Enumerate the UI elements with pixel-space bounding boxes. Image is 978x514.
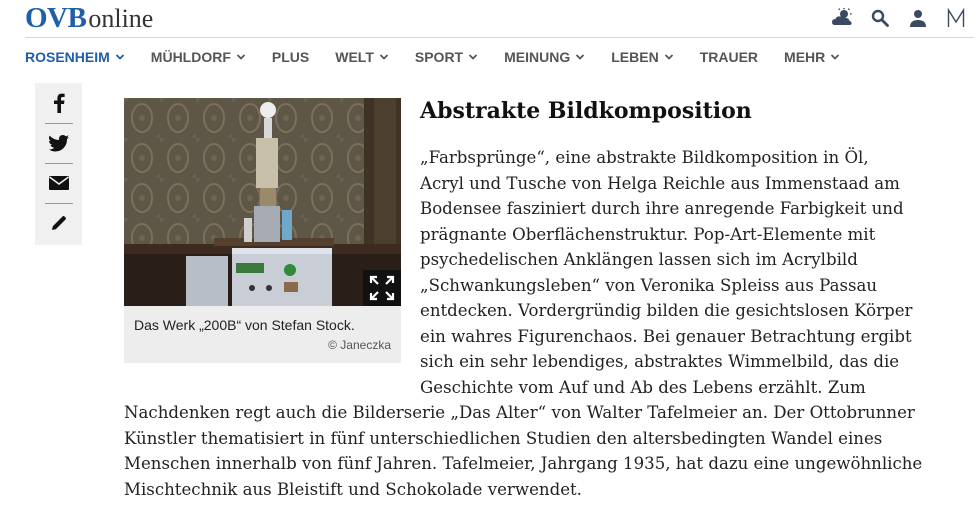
expand-image-button[interactable]	[363, 270, 401, 306]
nav-item-leben[interactable]	[611, 46, 673, 68]
share-twitter-button[interactable]	[35, 123, 82, 163]
article-line: ein wahres Figurenchaos. Bei genauer Betrachtung ergibt	[420, 327, 912, 346]
article-line: „Schwankungsleben“ von Veronika Spleiss aus Passau	[420, 276, 878, 295]
nav-item-trauer[interactable]	[700, 46, 758, 68]
nav-label: MÜHLDORF	[150, 49, 231, 65]
article-line: Künstler thematisiert in fünf unterschiedlichen Studien den altersbedingten Wandel eines	[124, 429, 883, 448]
nav-item-plus[interactable]	[272, 46, 309, 68]
chevron-down-icon	[236, 52, 246, 62]
article-line: prägnante Oberflächenstruktur. Pop-Art-Elemente mit	[420, 225, 876, 244]
artwork-photo	[124, 98, 401, 306]
nav-item-welt[interactable]	[335, 46, 389, 68]
chevron-down-icon	[468, 52, 478, 62]
user-icon[interactable]	[906, 6, 930, 30]
chevron-down-icon	[664, 52, 674, 62]
share-mail-button[interactable]	[35, 163, 82, 203]
merkur-icon[interactable]	[944, 6, 968, 30]
article-photo[interactable]	[124, 98, 401, 306]
nav-item-mehr[interactable]	[784, 46, 840, 68]
figure-caption: Das Werk „200B“ von Stefan Stock.	[134, 317, 355, 333]
site-logo[interactable]	[25, 2, 153, 36]
chevron-down-icon	[575, 52, 585, 62]
article-line: psychedelischen Anklängen lassen sich im Acrylbild	[420, 250, 858, 269]
chevron-down-icon	[379, 52, 389, 62]
figure-credit: © Janeczka	[328, 338, 391, 352]
nav-item-meinung[interactable]	[504, 46, 585, 68]
nav-label: MEHR	[784, 49, 826, 65]
article-headline: Abstrakte Bildkomposition	[420, 98, 752, 124]
chevron-down-icon	[830, 52, 840, 62]
weather-icon[interactable]	[830, 6, 854, 30]
nav-item-muehldorf[interactable]	[151, 46, 246, 68]
header-divider	[25, 37, 974, 38]
nav-label: ROSENHEIM	[25, 49, 110, 65]
search-icon[interactable]	[868, 6, 892, 30]
article-line: entdecken. Vordergründig bilden die gesichtslosen Körper	[420, 301, 913, 320]
logo-suffix: online	[88, 4, 154, 33]
twitter-icon	[49, 135, 69, 152]
article-line: Bodensee fasziniert durch ihre anregende Farbigkeit und	[420, 199, 904, 218]
nav-label: LEBEN	[611, 49, 659, 65]
article-line: „Farbsprünge“, eine abstrakte Bildkomposition in Öl,	[420, 148, 869, 167]
share-facebook-button[interactable]	[35, 83, 82, 123]
article-line: Acryl und Tusche von Helga Reichle aus Immenstaad am	[420, 174, 900, 193]
expand-icon	[369, 275, 395, 301]
mail-icon	[49, 176, 69, 190]
article-line: Menschen innerhalb von fünf Jahren. Tafelmeier, Jahrgang 1935, hat dazu eine ungewöhnliche	[124, 454, 923, 473]
nav-label: WELT	[335, 49, 374, 65]
article-line: Geschichte vom Auf und Ab des Lebens erzählt. Zum	[420, 378, 866, 397]
share-bar	[35, 83, 82, 245]
site-header	[0, 0, 978, 38]
logo-brand: OVB	[25, 2, 87, 34]
nav-item-rosenheim[interactable]	[25, 46, 125, 68]
share-comment-button[interactable]	[35, 203, 82, 243]
header-icons	[830, 6, 968, 30]
nav-item-sport[interactable]	[415, 46, 478, 68]
facebook-icon	[53, 93, 65, 113]
pencil-icon	[51, 215, 67, 231]
nav-label: PLUS	[271, 49, 310, 65]
chevron-down-icon	[115, 52, 125, 62]
article-line: sich ein sehr lebendiges, abstraktes Wimmelbild, das die	[420, 352, 900, 371]
main-nav	[25, 46, 866, 68]
article-line: Mischtechnik aus Bleistift und Schokolade verwendet.	[124, 480, 582, 499]
article-line: Nachdenken regt auch die Bilderserie „Das Alter“ von Walter Tafelmeier an. Der Ottobrunner	[124, 403, 915, 422]
nav-label: MEINUNG	[504, 49, 571, 65]
article-figure	[124, 98, 401, 363]
nav-label: TRAUER	[699, 49, 759, 65]
nav-label: SPORT	[414, 49, 464, 65]
